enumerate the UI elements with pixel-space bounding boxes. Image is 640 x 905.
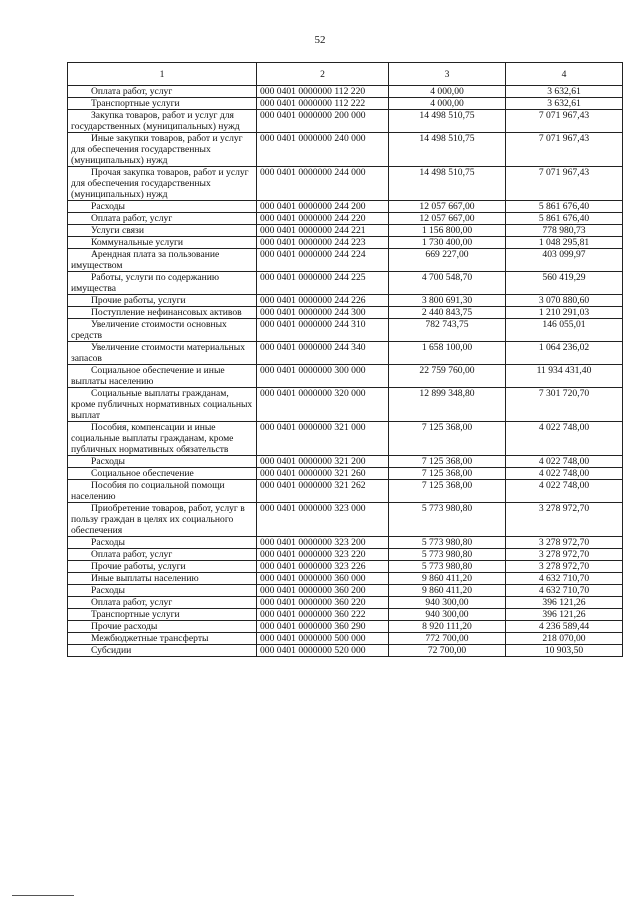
row-plan-cell: 12 057 667,00 — [389, 213, 506, 225]
row-plan-cell: 772 700,00 — [389, 633, 506, 645]
row-name-cell: Оплата работ, услуг — [68, 86, 257, 98]
table-row — [68, 307, 623, 319]
row-name-cell: Расходы — [68, 585, 257, 597]
row-fact-cell: 11 934 431,40 — [506, 365, 623, 388]
row-fact-cell: 3 070 880,60 — [506, 295, 623, 307]
row-name-cell: Услуги связи — [68, 225, 257, 237]
table-row — [68, 319, 623, 342]
header-col-2: 2 — [257, 63, 389, 86]
budget-table — [67, 62, 623, 657]
table-row — [68, 480, 623, 503]
row-fact-cell: 1 064 236,02 — [506, 342, 623, 365]
row-fact-cell: 3 278 972,70 — [506, 549, 623, 561]
row-plan-cell: 3 800 691,30 — [389, 295, 506, 307]
row-name-cell: Субсидии — [68, 645, 257, 657]
row-code-cell: 000 0401 0000000 321 200 — [257, 456, 389, 468]
row-name-cell: Прочие работы, услуги — [68, 561, 257, 573]
row-name-cell: Пособия по социальной помощи населению — [68, 480, 257, 503]
row-name-cell: Коммунальные услуги — [68, 237, 257, 249]
row-name-cell: Пособия, компенсации и иные социальные выплаты гражданам, кроме публичных нормативных обязательств — [68, 422, 257, 456]
table-row — [68, 621, 623, 633]
row-plan-cell: 5 773 980,80 — [389, 561, 506, 573]
row-name-cell: Увеличение стоимости материальных запасов — [68, 342, 257, 365]
row-fact-cell: 3 632,61 — [506, 86, 623, 98]
row-name-cell: Расходы — [68, 537, 257, 549]
table-row — [68, 201, 623, 213]
row-plan-cell: 7 125 368,00 — [389, 456, 506, 468]
row-name-cell: Социальное обеспечение — [68, 468, 257, 480]
table-row — [68, 633, 623, 645]
row-code-cell: 000 0401 0000000 320 000 — [257, 388, 389, 422]
table-row — [68, 295, 623, 307]
table-header — [68, 63, 623, 86]
row-fact-cell: 3 632,61 — [506, 98, 623, 110]
row-plan-cell: 9 860 411,20 — [389, 573, 506, 585]
row-plan-cell: 14 498 510,75 — [389, 167, 506, 201]
row-fact-cell: 1 210 291,03 — [506, 307, 623, 319]
row-code-cell: 000 0401 0000000 323 200 — [257, 537, 389, 549]
row-fact-cell: 4 022 748,00 — [506, 456, 623, 468]
row-name-cell: Расходы — [68, 201, 257, 213]
row-code-cell: 000 0401 0000000 244 200 — [257, 201, 389, 213]
row-code-cell: 000 0401 0000000 520 000 — [257, 645, 389, 657]
row-code-cell: 000 0401 0000000 244 221 — [257, 225, 389, 237]
row-code-cell: 000 0401 0000000 244 000 — [257, 167, 389, 201]
table-row — [68, 272, 623, 295]
row-name-cell: Оплата работ, услуг — [68, 213, 257, 225]
footnote-rule — [12, 895, 74, 896]
row-code-cell: 000 0401 0000000 200 000 — [257, 110, 389, 133]
header-col-1: 1 — [68, 63, 257, 86]
row-code-cell: 000 0401 0000000 360 000 — [257, 573, 389, 585]
table-row — [68, 503, 623, 537]
row-name-cell: Прочая закупка товаров, работ и услуг для обеспечения государственных (муниципальных) нужд — [68, 167, 257, 201]
row-fact-cell: 10 903,50 — [506, 645, 623, 657]
row-fact-cell: 396 121,26 — [506, 609, 623, 621]
row-code-cell: 000 0401 0000000 321 000 — [257, 422, 389, 456]
row-plan-cell: 22 759 760,00 — [389, 365, 506, 388]
row-plan-cell: 9 860 411,20 — [389, 585, 506, 597]
row-name-cell: Оплата работ, услуг — [68, 549, 257, 561]
row-name-cell: Транспортные услуги — [68, 609, 257, 621]
row-plan-cell: 1 730 400,00 — [389, 237, 506, 249]
row-fact-cell: 4 022 748,00 — [506, 468, 623, 480]
row-code-cell: 000 0401 0000000 500 000 — [257, 633, 389, 645]
row-plan-cell: 7 125 368,00 — [389, 480, 506, 503]
table-row — [68, 213, 623, 225]
row-name-cell: Транспортные услуги — [68, 98, 257, 110]
row-fact-cell: 218 070,00 — [506, 633, 623, 645]
row-plan-cell: 940 300,00 — [389, 597, 506, 609]
row-code-cell: 000 0401 0000000 244 223 — [257, 237, 389, 249]
row-code-cell: 000 0401 0000000 360 220 — [257, 597, 389, 609]
row-fact-cell: 3 278 972,70 — [506, 537, 623, 549]
row-fact-cell: 7 071 967,43 — [506, 110, 623, 133]
row-plan-cell: 7 125 368,00 — [389, 422, 506, 456]
row-code-cell: 000 0401 0000000 244 220 — [257, 213, 389, 225]
row-name-cell: Социальные выплаты гражданам, кроме публичных нормативных социальных выплат — [68, 388, 257, 422]
row-code-cell: 000 0401 0000000 360 222 — [257, 609, 389, 621]
row-plan-cell: 5 773 980,80 — [389, 537, 506, 549]
row-plan-cell: 782 743,75 — [389, 319, 506, 342]
row-name-cell: Прочие работы, услуги — [68, 295, 257, 307]
row-plan-cell: 940 300,00 — [389, 609, 506, 621]
row-fact-cell: 7 301 720,70 — [506, 388, 623, 422]
row-code-cell: 000 0401 0000000 323 220 — [257, 549, 389, 561]
row-code-cell: 000 0401 0000000 244 225 — [257, 272, 389, 295]
table-row — [68, 86, 623, 98]
row-code-cell: 000 0401 0000000 323 000 — [257, 503, 389, 537]
table-row — [68, 645, 623, 657]
row-plan-cell: 5 773 980,80 — [389, 549, 506, 561]
row-code-cell: 000 0401 0000000 244 226 — [257, 295, 389, 307]
row-fact-cell: 396 121,26 — [506, 597, 623, 609]
page-number: 52 — [314, 34, 326, 46]
header-col-3: 3 — [389, 63, 506, 86]
row-code-cell: 000 0401 0000000 244 340 — [257, 342, 389, 365]
row-plan-cell: 12 899 348,80 — [389, 388, 506, 422]
row-fact-cell: 5 861 676,40 — [506, 201, 623, 213]
row-plan-cell: 669 227,00 — [389, 249, 506, 272]
row-name-cell: Оплата работ, услуг — [68, 597, 257, 609]
row-name-cell: Увеличение стоимости основных средств — [68, 319, 257, 342]
row-code-cell: 000 0401 0000000 321 262 — [257, 480, 389, 503]
table-row — [68, 573, 623, 585]
row-code-cell: 000 0401 0000000 112 220 — [257, 86, 389, 98]
row-code-cell: 000 0401 0000000 244 310 — [257, 319, 389, 342]
row-fact-cell: 4 632 710,70 — [506, 585, 623, 597]
table-row — [68, 422, 623, 456]
table-row — [68, 167, 623, 201]
row-code-cell: 000 0401 0000000 240 000 — [257, 133, 389, 167]
table-row — [68, 98, 623, 110]
table-row — [68, 342, 623, 365]
table-row — [68, 456, 623, 468]
row-plan-cell: 7 125 368,00 — [389, 468, 506, 480]
table-row — [68, 225, 623, 237]
row-plan-cell: 8 920 111,20 — [389, 621, 506, 633]
row-plan-cell: 12 057 667,00 — [389, 201, 506, 213]
row-fact-cell: 3 278 972,70 — [506, 503, 623, 537]
row-code-cell: 000 0401 0000000 244 300 — [257, 307, 389, 319]
row-name-cell: Иные закупки товаров, работ и услуг для обеспечения государственных (муниципальных) нужд — [68, 133, 257, 167]
row-fact-cell: 146 055,01 — [506, 319, 623, 342]
row-code-cell: 000 0401 0000000 323 226 — [257, 561, 389, 573]
table-row — [68, 561, 623, 573]
header-row — [68, 63, 623, 86]
table-row — [68, 468, 623, 480]
row-name-cell: Иные выплаты населению — [68, 573, 257, 585]
row-plan-cell: 1 658 100,00 — [389, 342, 506, 365]
table-row — [68, 597, 623, 609]
row-code-cell: 000 0401 0000000 300 000 — [257, 365, 389, 388]
table-body — [68, 86, 623, 657]
row-plan-cell: 4 700 548,70 — [389, 272, 506, 295]
row-fact-cell: 4 236 589,44 — [506, 621, 623, 633]
row-code-cell: 000 0401 0000000 360 200 — [257, 585, 389, 597]
row-fact-cell: 4 022 748,00 — [506, 480, 623, 503]
row-fact-cell: 1 048 295,81 — [506, 237, 623, 249]
table-row — [68, 388, 623, 422]
row-plan-cell: 14 498 510,75 — [389, 133, 506, 167]
row-name-cell: Арендная плата за пользование имуществом — [68, 249, 257, 272]
row-name-cell: Расходы — [68, 456, 257, 468]
row-name-cell: Межбюджетные трансферты — [68, 633, 257, 645]
header-col-4: 4 — [506, 63, 623, 86]
row-code-cell: 000 0401 0000000 321 260 — [257, 468, 389, 480]
table-row — [68, 609, 623, 621]
row-name-cell: Приобретение товаров, работ, услуг в пользу граждан в целях их социального обеспечения — [68, 503, 257, 537]
row-name-cell: Закупка товаров, работ и услуг для государственных (муниципальных) нужд — [68, 110, 257, 133]
row-fact-cell: 4 632 710,70 — [506, 573, 623, 585]
row-name-cell: Социальное обеспечение и иные выплаты населению — [68, 365, 257, 388]
table-row — [68, 133, 623, 167]
row-fact-cell: 3 278 972,70 — [506, 561, 623, 573]
table-row — [68, 237, 623, 249]
row-plan-cell: 4 000,00 — [389, 98, 506, 110]
row-fact-cell: 5 861 676,40 — [506, 213, 623, 225]
row-plan-cell: 2 440 843,75 — [389, 307, 506, 319]
row-name-cell: Работы, услуги по содержанию имущества — [68, 272, 257, 295]
row-fact-cell: 7 071 967,43 — [506, 167, 623, 201]
row-name-cell: Поступление нефинансовых активов — [68, 307, 257, 319]
row-name-cell: Прочие расходы — [68, 621, 257, 633]
row-plan-cell: 4 000,00 — [389, 86, 506, 98]
row-fact-cell: 7 071 967,43 — [506, 133, 623, 167]
table-row — [68, 537, 623, 549]
row-plan-cell: 1 156 800,00 — [389, 225, 506, 237]
row-plan-cell: 72 700,00 — [389, 645, 506, 657]
table-row — [68, 249, 623, 272]
table-row — [68, 585, 623, 597]
row-fact-cell: 4 022 748,00 — [506, 422, 623, 456]
row-code-cell: 000 0401 0000000 112 222 — [257, 98, 389, 110]
row-fact-cell: 778 980,73 — [506, 225, 623, 237]
table-row — [68, 110, 623, 133]
row-fact-cell: 560 419,29 — [506, 272, 623, 295]
row-fact-cell: 403 099,97 — [506, 249, 623, 272]
table-row — [68, 549, 623, 561]
table-row — [68, 365, 623, 388]
row-plan-cell: 14 498 510,75 — [389, 110, 506, 133]
row-code-cell: 000 0401 0000000 244 224 — [257, 249, 389, 272]
row-plan-cell: 5 773 980,80 — [389, 503, 506, 537]
row-code-cell: 000 0401 0000000 360 290 — [257, 621, 389, 633]
